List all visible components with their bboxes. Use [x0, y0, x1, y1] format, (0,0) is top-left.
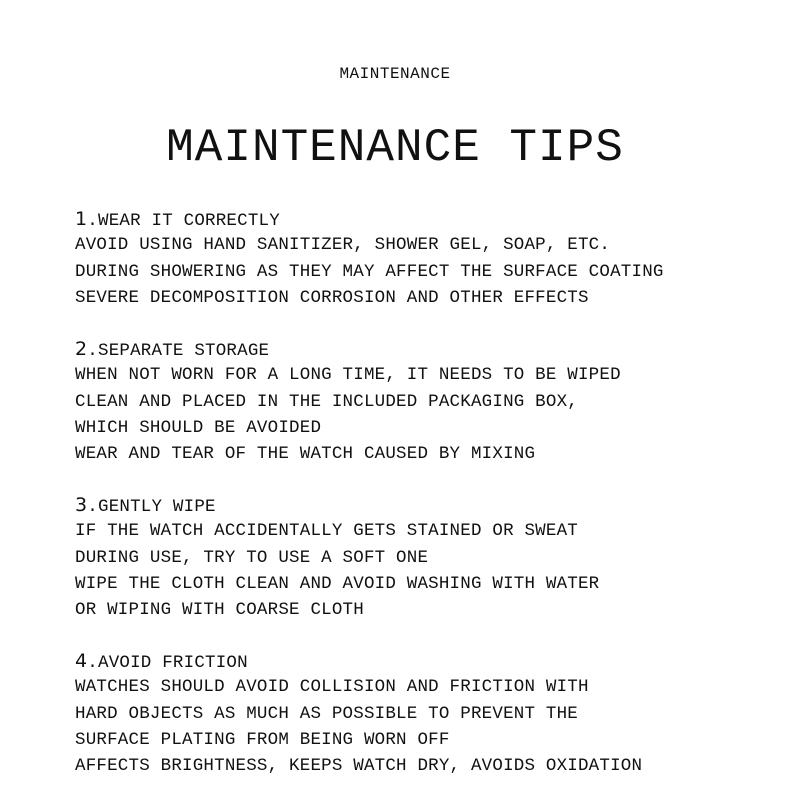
tip-line: DURING SHOWERING AS THEY MAY AFFECT THE SURFACE COATING [75, 261, 664, 282]
tip-line: WATCHES SHOULD AVOID COLLISION AND FRICTION WITH [75, 677, 589, 698]
tip-number: 4 [75, 650, 88, 672]
tip-line: WHICH SHOULD BE AVOIDED [75, 417, 322, 438]
tip-line: SURFACE PLATING FROM BEING WORN OFF [75, 729, 450, 750]
tip-heading [75, 206, 775, 232]
tip-line: DURING USE, TRY TO USE A SOFT ONE [75, 547, 429, 568]
tip-section-separate-storage [75, 336, 775, 467]
tip-line: AVOID USING HAND SANITIZER, SHOWER GEL, SOAP, ETC. [75, 235, 611, 256]
tip-heading [75, 336, 775, 362]
tip-heading-text: .SEPARATE STORAGE [87, 341, 270, 361]
tip-section-gently-wipe [75, 492, 775, 623]
tip-line: OR WIPING WITH COARSE CLOTH [75, 600, 364, 621]
tip-heading-text: .WEAR IT CORRECTLY [87, 211, 280, 231]
page-title: MAINTENANCE TIPS [166, 122, 624, 174]
tip-line: WEAR AND TEAR OF THE WATCH CAUSED BY MIXING [75, 444, 536, 465]
tip-line: WHEN NOT WORN FOR A LONG TIME, IT NEEDS TO BE WIPED [75, 365, 621, 386]
tip-heading-text: .AVOID FRICTION [87, 653, 248, 673]
tip-heading-text: .GENTLY WIPE [87, 497, 216, 517]
tip-number: 2 [75, 338, 88, 360]
tip-heading [75, 492, 775, 518]
tip-line: SEVERE DECOMPOSITION CORROSION AND OTHER EFFECTS [75, 287, 589, 308]
tip-heading [75, 648, 775, 674]
tip-number: 3 [75, 494, 88, 516]
page-kicker: MAINTENANCE [339, 65, 451, 83]
tip-line: IF THE WATCH ACCIDENTALLY GETS STAINED OR SWEAT [75, 521, 578, 542]
tip-line: CLEAN AND PLACED IN THE INCLUDED PACKAGING BOX, [75, 391, 578, 412]
tip-line: HARD OBJECTS AS MUCH AS POSSIBLE TO PREVENT THE [75, 703, 578, 724]
tip-line: AFFECTS BRIGHTNESS, KEEPS WATCH DRY, AVOIDS OXIDATION [75, 756, 643, 777]
tip-section-wear-correctly [75, 206, 775, 311]
tip-section-avoid-friction [75, 648, 775, 779]
tip-number: 1 [75, 208, 88, 230]
tip-line: WIPE THE CLOTH CLEAN AND AVOID WASHING WITH WATER [75, 573, 600, 594]
